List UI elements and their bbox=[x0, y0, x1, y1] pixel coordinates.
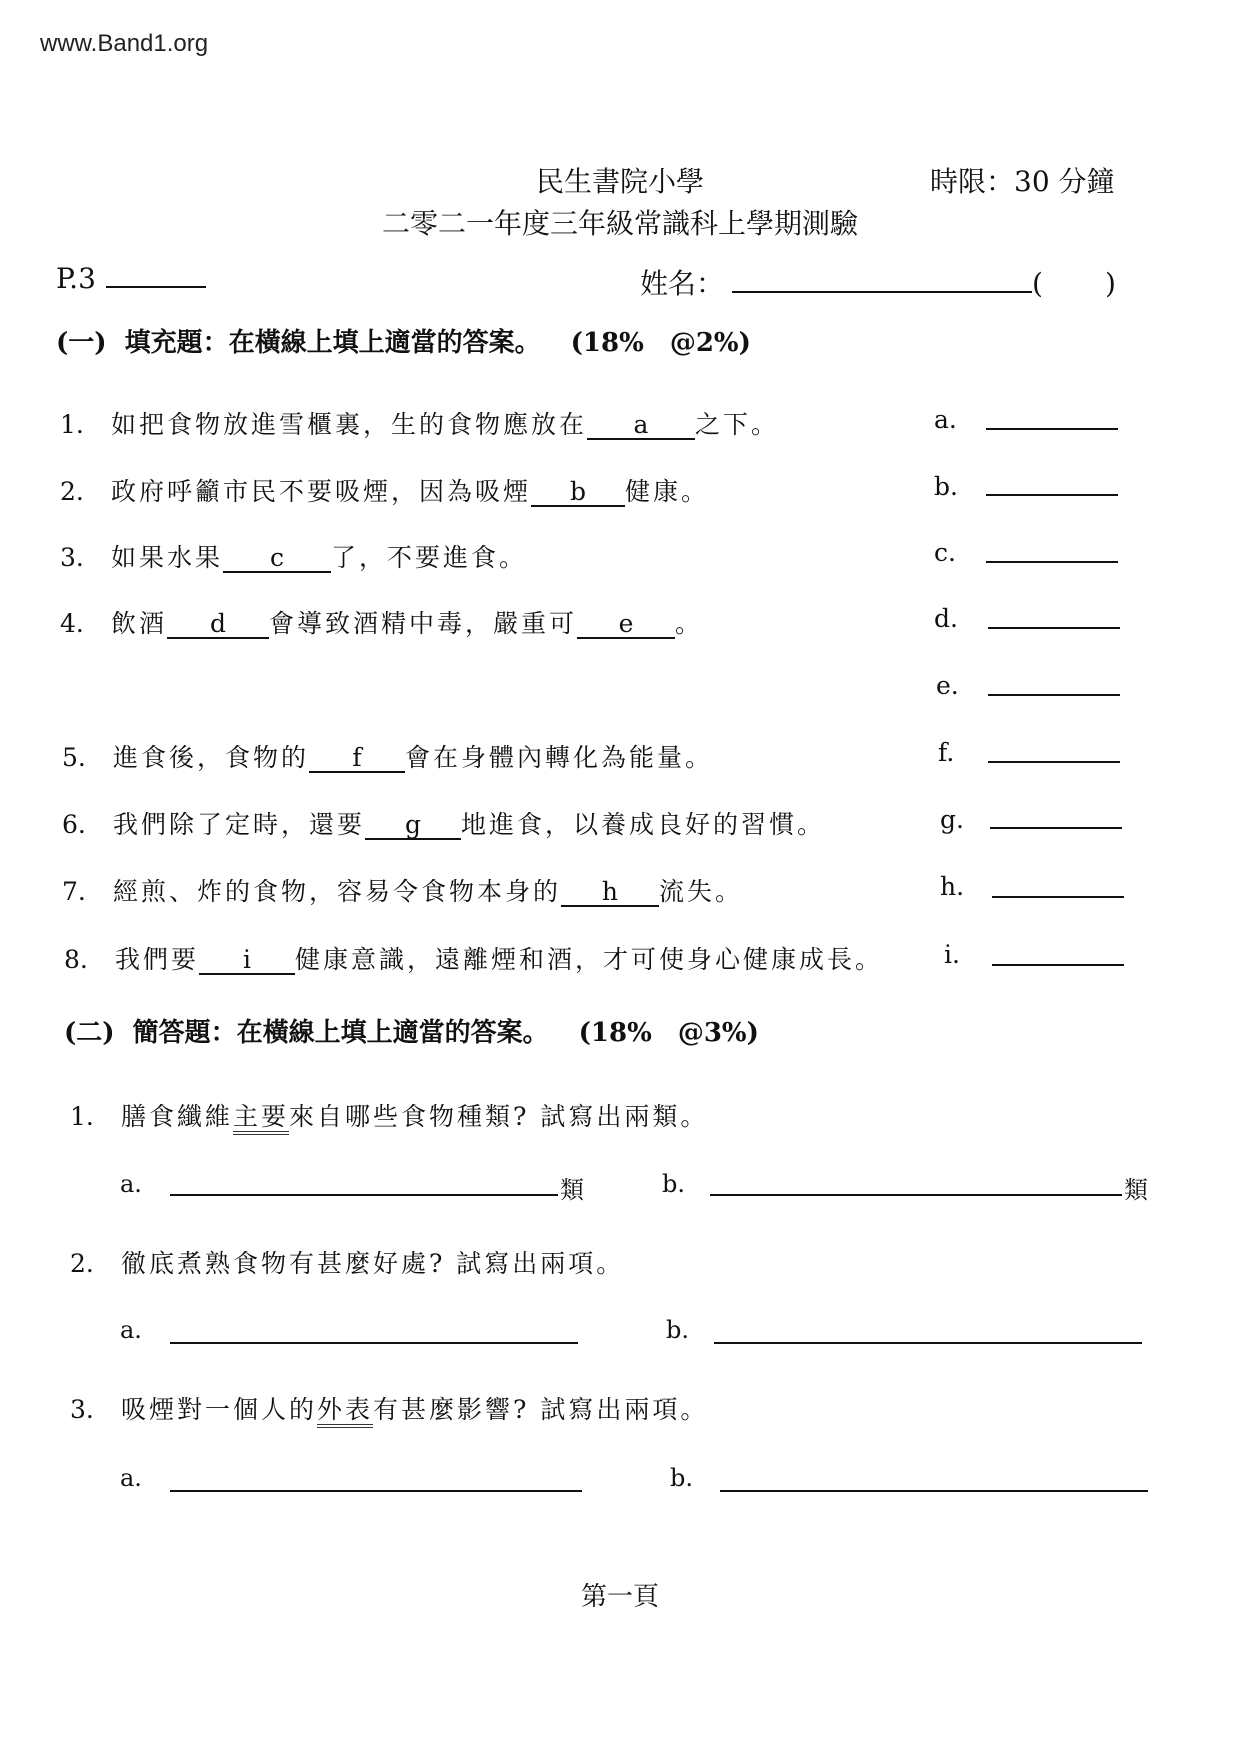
site-url: www.Band1.org bbox=[40, 30, 209, 57]
page-number: 第一頁 bbox=[580, 1582, 659, 1612]
name-label: 姓名： bbox=[640, 267, 725, 300]
question-number: 8. bbox=[64, 945, 88, 974]
question-number: 4. bbox=[60, 609, 84, 638]
question-number: 5. bbox=[62, 743, 86, 772]
question-text: 會導致酒精中毒，嚴重可 bbox=[268, 609, 577, 638]
fill-question-1 bbox=[60, 405, 779, 441]
section2-score: (18% @3%) bbox=[578, 1018, 759, 1048]
sa3-label-b: b. bbox=[670, 1464, 693, 1492]
question-number: 2. bbox=[60, 477, 84, 506]
question-text: 之下。 bbox=[694, 410, 779, 439]
fill-question-6 bbox=[62, 805, 825, 841]
answer-label-g: g. bbox=[940, 805, 964, 834]
answer-line-h[interactable] bbox=[992, 896, 1124, 898]
fill-question-5 bbox=[62, 738, 713, 774]
blank-h: h bbox=[561, 879, 659, 907]
question-text: 地進食，以養成良好的習慣。 bbox=[460, 810, 825, 839]
sa1-unit-a: 類 bbox=[560, 1176, 584, 1204]
blank-g: g bbox=[365, 812, 461, 840]
section1-tag: (一) bbox=[56, 328, 107, 358]
question-number: 6. bbox=[62, 810, 86, 839]
section1-title: 填充題：在橫線上填上適當的答案。 bbox=[124, 328, 541, 358]
question-number: 3. bbox=[70, 1395, 94, 1424]
question-text: 來自哪些食物種類? 試寫出兩類。 bbox=[288, 1102, 709, 1131]
question-number: 1. bbox=[60, 410, 84, 439]
sa2-label-b: b. bbox=[666, 1316, 689, 1344]
exam-title: 二零二一年度三年級常識科上學期測驗 bbox=[381, 207, 858, 240]
section1-heading bbox=[56, 322, 751, 359]
school-name: 民生書院小學 bbox=[535, 165, 704, 198]
answer-label-f: f. bbox=[938, 738, 955, 767]
fill-question-2 bbox=[60, 472, 709, 508]
question-text: 。 bbox=[674, 609, 703, 638]
blank-i: i bbox=[199, 947, 295, 975]
name-field bbox=[640, 262, 1122, 302]
sa3-label-a: a. bbox=[120, 1464, 142, 1492]
answer-label-d: d. bbox=[934, 604, 958, 633]
answer-line-i[interactable] bbox=[992, 964, 1124, 966]
fill-question-8 bbox=[64, 940, 883, 976]
blank-a: a bbox=[587, 412, 695, 440]
emphasis-text: 外表 bbox=[317, 1395, 373, 1428]
short-question-1 bbox=[70, 1097, 708, 1133]
question-text: 如果水果 bbox=[110, 543, 223, 572]
question-text: 健康。 bbox=[624, 477, 709, 506]
sa1-line-a[interactable] bbox=[170, 1194, 558, 1196]
answer-label-c: c. bbox=[934, 538, 956, 567]
sa1-line-b[interactable] bbox=[710, 1194, 1122, 1196]
answer-label-b: b. bbox=[934, 472, 958, 501]
blank-e: e bbox=[577, 611, 675, 639]
answer-line-e[interactable] bbox=[988, 694, 1120, 696]
question-text: 我們要 bbox=[114, 945, 199, 974]
class-number-paren[interactable]: ( ) bbox=[1032, 267, 1116, 300]
question-text: 流失。 bbox=[658, 877, 743, 906]
section1-score: (18% @2%) bbox=[570, 328, 751, 358]
fill-question-3 bbox=[60, 538, 527, 574]
name-blank[interactable] bbox=[732, 269, 1032, 293]
question-number: 1. bbox=[70, 1102, 94, 1131]
question-text: 有甚麼影響? 試寫出兩項。 bbox=[372, 1395, 709, 1424]
sa2-line-a[interactable] bbox=[170, 1342, 578, 1344]
emphasis-text: 主要 bbox=[233, 1102, 289, 1135]
fill-question-7 bbox=[62, 872, 743, 908]
answer-line-b[interactable] bbox=[986, 494, 1118, 496]
answer-line-d[interactable] bbox=[988, 627, 1120, 629]
blank-c: c bbox=[223, 545, 331, 573]
section2-heading bbox=[64, 1012, 759, 1049]
question-text: 徹底煮熟食物有甚麼好處? 試寫出兩項。 bbox=[120, 1249, 625, 1278]
blank-b: b bbox=[531, 479, 625, 507]
question-number: 7. bbox=[62, 877, 86, 906]
blank-f: f bbox=[309, 745, 405, 773]
question-text: 會在身體內轉化為能量。 bbox=[404, 743, 713, 772]
sa3-line-b[interactable] bbox=[720, 1490, 1148, 1492]
answer-line-g[interactable] bbox=[990, 827, 1122, 829]
short-question-2 bbox=[70, 1244, 624, 1280]
question-text: 如把食物放進雪櫃裏，生的食物應放在 bbox=[110, 410, 587, 439]
sa2-label-a: a. bbox=[120, 1316, 142, 1344]
sa1-label-b: b. bbox=[662, 1170, 685, 1198]
sa1-label-a: a. bbox=[120, 1170, 142, 1198]
short-question-3 bbox=[70, 1390, 708, 1426]
question-text: 飲酒 bbox=[110, 609, 167, 638]
question-text: 政府呼籲市民不要吸煙，因為吸煙 bbox=[110, 477, 531, 506]
question-text: 進食後，食物的 bbox=[112, 743, 309, 772]
question-number: 3. bbox=[60, 543, 84, 572]
answer-label-a: a. bbox=[934, 405, 957, 434]
sa2-line-b[interactable] bbox=[714, 1342, 1142, 1344]
blank-d: d bbox=[167, 611, 269, 639]
answer-label-h: h. bbox=[940, 872, 965, 901]
question-text: 經煎、炸的食物，容易令食物本身的 bbox=[112, 877, 561, 906]
answer-label-i: i. bbox=[944, 940, 960, 969]
sa3-line-a[interactable] bbox=[170, 1490, 582, 1492]
sa1-unit-b: 類 bbox=[1124, 1176, 1148, 1204]
answer-line-f[interactable] bbox=[988, 761, 1120, 763]
question-text: 膳食纖維 bbox=[120, 1102, 233, 1131]
question-number: 2. bbox=[70, 1249, 94, 1278]
question-text: 了，不要進食。 bbox=[330, 543, 527, 572]
answer-label-e: e. bbox=[936, 671, 959, 700]
class-field bbox=[56, 262, 206, 295]
question-text: 健康意識，遠離煙和酒，才可使身心健康成長。 bbox=[294, 945, 883, 974]
question-text: 吸煙對一個人的 bbox=[120, 1395, 317, 1424]
class-label: P.3 bbox=[56, 262, 96, 295]
section2-title: 簡答題：在橫線上填上適當的答案。 bbox=[132, 1018, 549, 1048]
class-blank[interactable] bbox=[106, 264, 206, 288]
section2-tag: (二) bbox=[64, 1018, 115, 1048]
time-limit: 時限：30 分鐘 bbox=[930, 165, 1115, 198]
answer-line-a[interactable] bbox=[986, 428, 1118, 430]
answer-line-c[interactable] bbox=[986, 561, 1118, 563]
question-text: 我們除了定時，還要 bbox=[112, 810, 365, 839]
fill-question-4 bbox=[60, 604, 703, 640]
